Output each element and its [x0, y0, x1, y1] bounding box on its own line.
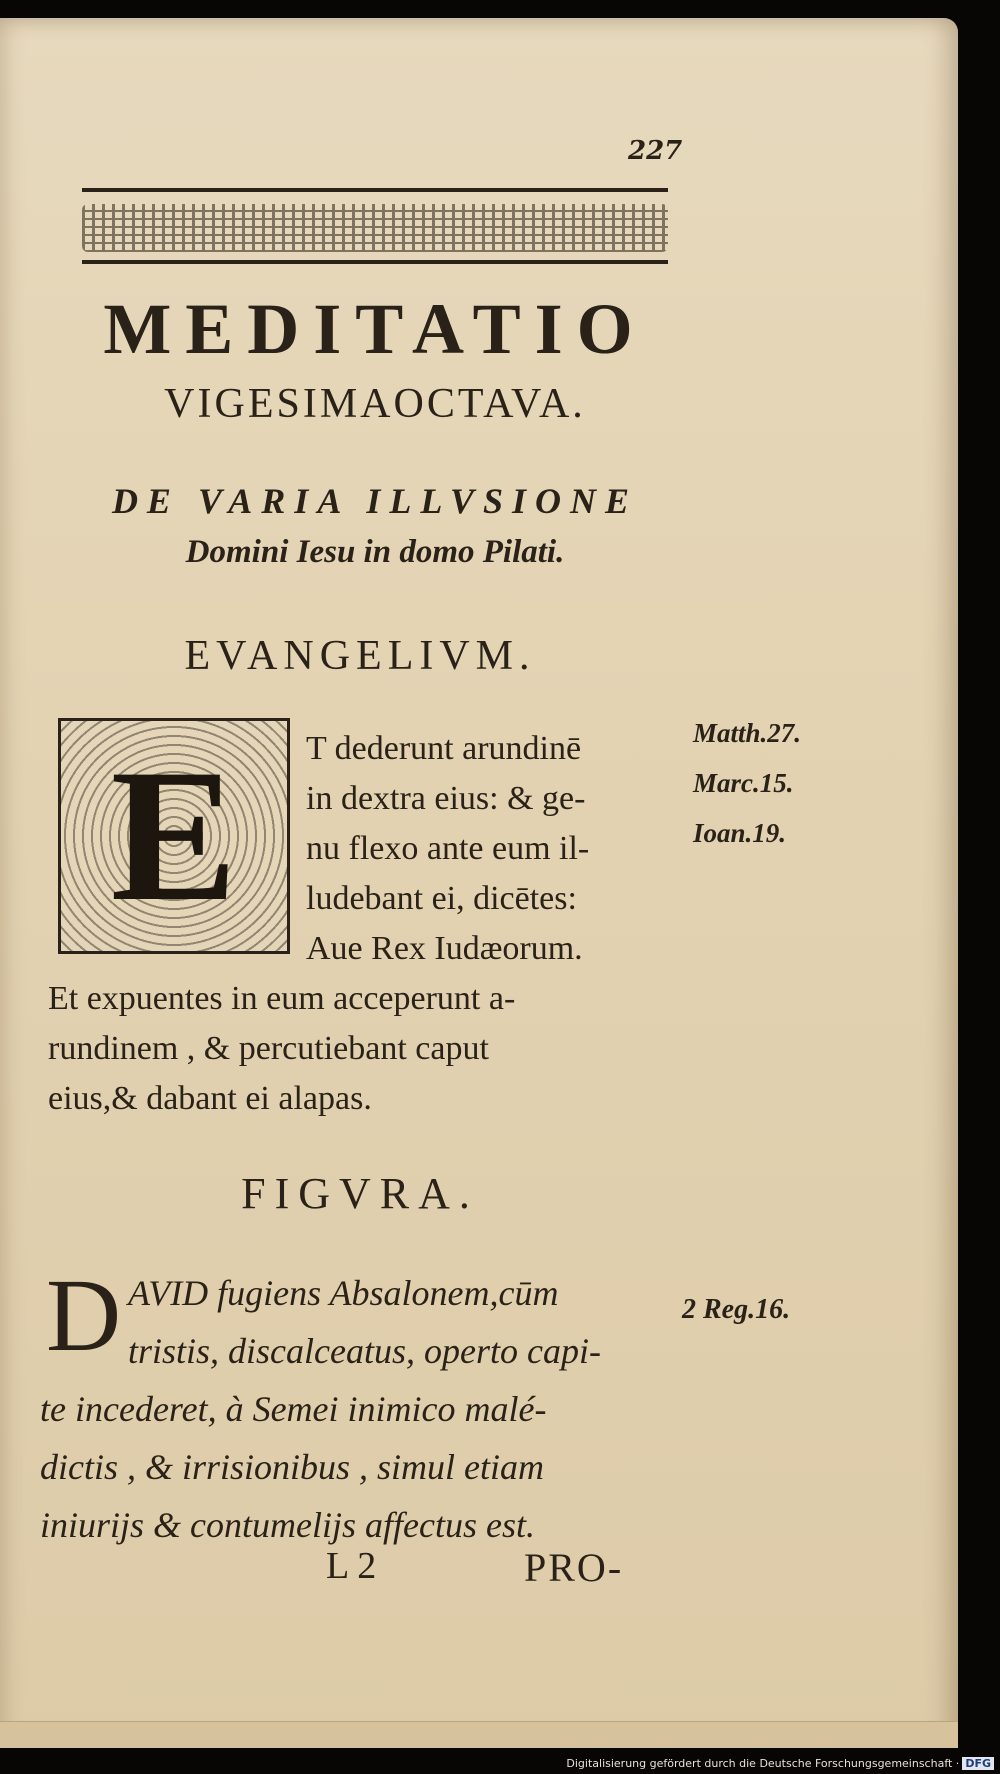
margin-note-john: Ioan.19. — [693, 818, 787, 848]
meditation-title: MEDITATIO — [103, 289, 647, 369]
credit-text: Digitalisierung gefördert durch die Deutsche Forschungsgemeinschaft · — [566, 1757, 960, 1770]
decorated-initial — [58, 718, 290, 954]
topic-heading-line2: Domini Iesu in domo Pilati. — [185, 534, 565, 570]
catchword: PRO- — [524, 1545, 624, 1590]
headpiece-pattern — [82, 204, 668, 252]
gospel-line: in dextra eius: & ge- — [306, 780, 586, 817]
ornamental-headpiece — [82, 188, 668, 268]
figura-line: tristis, discalceatus, operto capi- — [128, 1331, 601, 1371]
figura-drop-cap: D — [46, 1258, 122, 1373]
signature-mark: L 2 — [326, 1545, 377, 1587]
margin-note-matthew: Matth.27. — [693, 718, 802, 748]
margin-note-mark: Marc.15. — [693, 768, 794, 798]
gospel-line: ludebant ei, dicētes: — [306, 880, 577, 917]
gospel-line: eius,& dabant ei alapas. — [48, 1080, 372, 1117]
drop-cap-letter: E — [61, 721, 287, 951]
figura-line: iniurijs & contumelijs affectus est. — [40, 1505, 535, 1545]
page-number: 227 — [628, 136, 683, 166]
headpiece-top-rule — [82, 188, 668, 192]
figura-line: te incederet, à Semei inimico malé- — [40, 1389, 547, 1429]
topic-heading-line1: DE VARIA ILLVSIONE — [111, 481, 639, 521]
meditation-subtitle: VIGESIMAOCTAVA. — [164, 381, 586, 427]
gospel-line: T dederunt arundinē — [306, 730, 582, 767]
gospel-line: Et expuentes in eum acceperunt a- — [48, 980, 516, 1017]
digitization-credit — [566, 1757, 994, 1770]
page-bottom-edge — [0, 1721, 958, 1748]
figura-line: dictis , & irrisionibus , simul etiam — [40, 1447, 545, 1487]
margin-note-reg: 2 Reg.16. — [682, 1294, 791, 1325]
headpiece-bottom-rule — [82, 260, 668, 264]
figura-line: AVID fugiens Absalonem,cūm — [128, 1273, 559, 1313]
book-page — [0, 18, 958, 1748]
gospel-line: rundinem , & percutiebant caput — [48, 1030, 489, 1067]
gospel-line: nu flexo ante eum il- — [306, 830, 590, 867]
dfg-logo: DFG — [962, 1757, 994, 1770]
section-title-figura: FIGVRA. — [241, 1169, 479, 1218]
gospel-line: Aue Rex Iudæorum. — [306, 930, 583, 967]
section-title-evangelium: EVANGELIVM. — [184, 633, 536, 679]
